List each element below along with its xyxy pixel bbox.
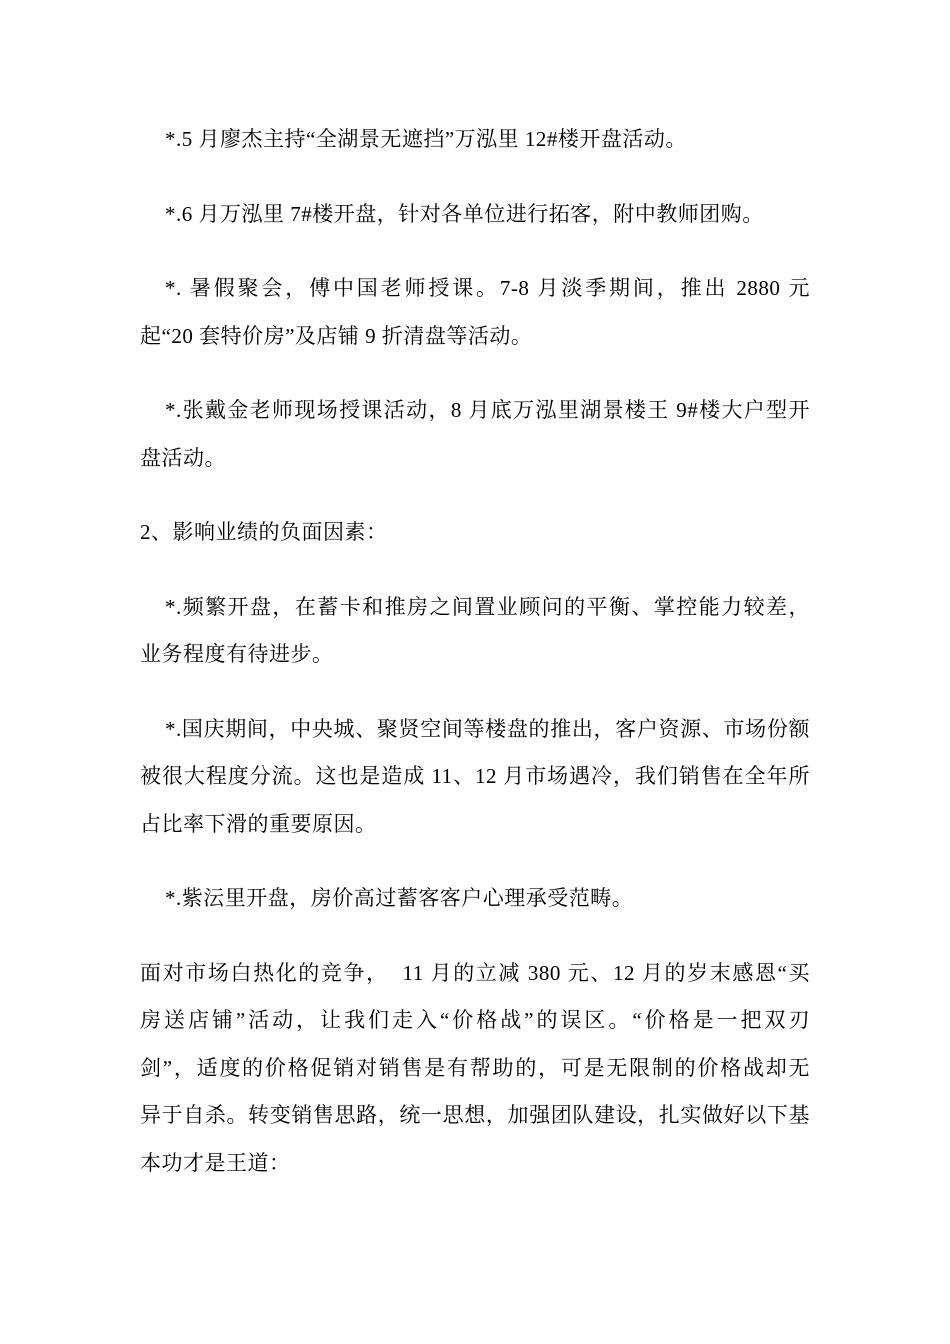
bullet-paragraph bbox=[140, 116, 810, 164]
text-line: *.张戴金老师现场授课活动，8 月底万泓里湖景楼王 9#楼大户型开 bbox=[165, 398, 810, 422]
text-line: *.5 月廖杰主持“全湖景无遮挡”万泓里 12#楼开盘活动。 bbox=[165, 127, 687, 151]
bullet-paragraph bbox=[140, 387, 810, 482]
text-line: 2、影响业绩的负面因素： bbox=[140, 520, 388, 544]
text-line: *.6 月万泓里 7#楼开盘，针对各单位进行拓客，附中教师团购。 bbox=[165, 201, 764, 226]
bullet-paragraph bbox=[140, 191, 810, 239]
text-line: 占比率下滑的重要原因。 bbox=[140, 811, 377, 836]
text-line: 面对市场白热化的竞争， 11 月的立减 380 元、12 月的岁末感恩“买 bbox=[140, 960, 810, 985]
text-line: 起“20 套特价房”及店铺 9 折清盘等活动。 bbox=[140, 323, 533, 348]
bullet-paragraph bbox=[140, 584, 810, 679]
text-line: 剑”，适度的价格促销对销售是有帮助的，可是无限制的价格战却无 bbox=[140, 1055, 810, 1080]
text-line: 房送店铺”活动，让我们走入“价格战”的误区。“价格是一把双刃 bbox=[140, 1008, 810, 1032]
text-line: *.紫沄里开盘，房价高过蓄客客户心理承受范畴。 bbox=[165, 886, 634, 910]
bullet-paragraph bbox=[140, 706, 810, 849]
text-line: *. 暑假聚会，傅中国老师授课。7-8 月淡季期间，推出 2880 元 bbox=[165, 276, 810, 300]
paragraph bbox=[140, 950, 810, 1188]
text-line: *.频繁开盘，在蓄卡和推房之间置业顾问的平衡、掌控能力较差， bbox=[165, 594, 810, 619]
text-line: 业务程度有待进步。 bbox=[140, 642, 334, 666]
text-line: 异于自杀。转变销售思路，统一思想，加强团队建设，扎实做好以下基 bbox=[140, 1103, 810, 1127]
text-line: 本功才是王道： bbox=[140, 1150, 291, 1175]
bullet-paragraph bbox=[140, 875, 810, 923]
text-line: 盘活动。 bbox=[140, 445, 226, 470]
text-line: 被很大程度分流。这也是造成 11、12 月市场遇冷，我们销售在全年所 bbox=[140, 764, 810, 788]
bullet-paragraph bbox=[140, 265, 810, 360]
text-line: *.国庆期间，中央城、聚贤空间等楼盘的推出，客户资源、市场份额 bbox=[165, 716, 810, 741]
section-heading bbox=[140, 509, 810, 557]
